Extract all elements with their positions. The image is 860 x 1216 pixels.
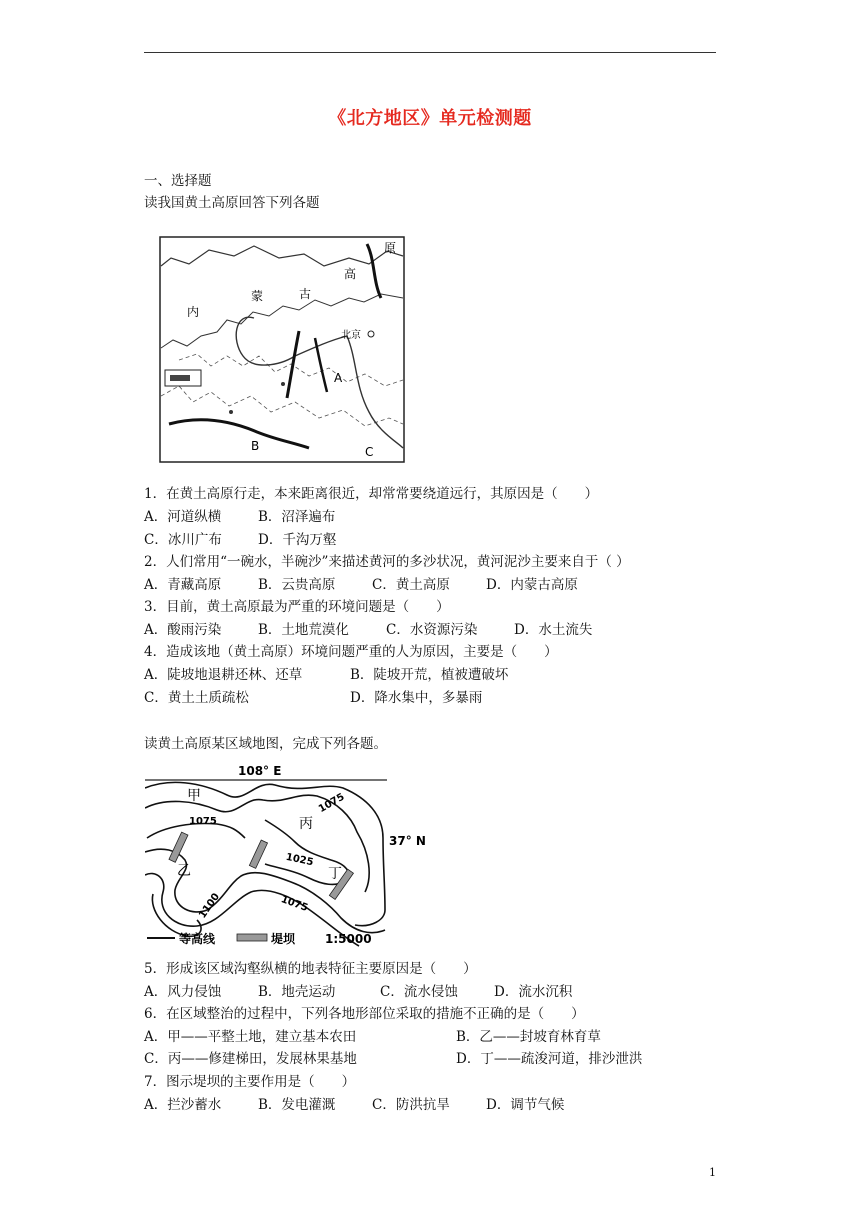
q2-stem: 2．人们常用“一碗水，半碗沙”来描述黄河的多沙状况，黄河泥沙主要来自于（ ） [144, 554, 630, 570]
section1-intro: 读我国黄土高原回答下列各题 [144, 195, 320, 211]
q6-option-c: C．丙——修建梯田，发展林果基地 [144, 1051, 357, 1067]
q3-stem: 3．目前，黄土高原最为严重的环境问题是（ ） [144, 599, 450, 615]
map2-label-ding: 丁 [328, 866, 342, 882]
map2-contour-1025: 1025 [284, 851, 315, 869]
q3-option-b: B．土地荒漠化 [258, 622, 349, 638]
q1-option-d: D．千沟万壑 [258, 532, 337, 548]
q3-option-c: C．水资源污染 [386, 622, 478, 638]
map2-contour-1075-south: 1075 [279, 894, 310, 914]
map1-label-gao: 高 [344, 267, 357, 281]
map1-label-gu: 古 [299, 287, 312, 301]
map2-latitude-label: 37° N [389, 834, 426, 848]
map2-contour-1100: 1100 [197, 891, 223, 921]
map2-label-yi: 乙 [177, 863, 191, 879]
q1-stem: 1．在黄土高原行走，本来距离很近，却常常要绕道远行，其原因是（ ） [144, 486, 599, 502]
legend-dam-label: 堤坝 [271, 932, 296, 946]
q5-stem: 5．形成该区域沟壑纵横的地表特征主要原因是（ ） [144, 961, 477, 977]
map2-scale-label: 1:5000 [325, 932, 372, 946]
q7-option-a: A．拦沙蓄水 [144, 1097, 222, 1113]
q4-option-b: B．陡坡开荒，植被遭破坏 [350, 667, 509, 683]
map2-label-bing: 丙 [299, 816, 313, 832]
q7-option-c: C．防洪抗旱 [372, 1097, 450, 1113]
map2-contour-1075-east: 1075 [316, 791, 347, 816]
header-rule [144, 52, 716, 53]
q1-option-a: A．河道纵横 [144, 509, 222, 525]
section-heading: 一、选择题 [144, 173, 212, 189]
q3-option-a: A．酸雨污染 [144, 622, 222, 638]
map1-label-beijing: 北京 [341, 330, 361, 341]
q6-option-d: D．丁——疏浚河道，排沙泄洪 [456, 1051, 643, 1067]
map1-label-c: C [365, 445, 374, 459]
map1-label-nei: 内 [187, 305, 200, 319]
contour-map [145, 760, 435, 950]
legend-contour-label: 等高线 [179, 932, 216, 946]
q6-option-a: A．甲——平整土地，建立基本农田 [144, 1029, 357, 1045]
q2-option-c: C．黄土高原 [372, 577, 450, 593]
q3-option-d: D．水土流失 [514, 622, 593, 638]
q5-option-d: D．流水沉积 [494, 984, 573, 1000]
q7-option-b: B．发电灌溉 [258, 1097, 336, 1113]
section2-intro: 读黄土高原某区域地图，完成下列各题。 [144, 736, 387, 752]
q4-option-d: D．降水集中，多暴雨 [350, 690, 483, 706]
map2-label-jia: 甲 [187, 788, 201, 804]
q1-option-c: C．冰川广布 [144, 532, 222, 548]
q4-option-c: C．黄土土质疏松 [144, 690, 249, 706]
map1-label-b: B [251, 439, 260, 453]
q5-option-c: C．流水侵蚀 [380, 984, 458, 1000]
map1-label-yuan: 原 [384, 241, 397, 255]
q2-option-b: B．云贵高原 [258, 577, 336, 593]
page-number: 1 [709, 1166, 716, 1179]
map2-longitude-label: 108° E [238, 764, 282, 778]
q7-stem: 7．图示堤坝的主要作用是（ ） [144, 1074, 356, 1090]
q7-option-d: D．调节气候 [486, 1097, 565, 1113]
q5-option-a: A．风力侵蚀 [144, 984, 222, 1000]
legend-dam-symbol [237, 934, 267, 941]
q4-stem: 4．造成该地（黄土高原）环境问题严重的人为原因，主要是（ ） [144, 644, 558, 660]
loess-plateau-map [159, 236, 405, 463]
map1-label-meng: 蒙 [251, 289, 264, 303]
q6-stem: 6．在区域整治的过程中，下列各地形部位采取的措施不正确的是（ ） [144, 1006, 585, 1022]
q2-option-a: A．青藏高原 [144, 577, 222, 593]
map2-contour-1075-west: 1075 [189, 816, 217, 827]
page-title: 《北方地区》单元检测题 [328, 108, 532, 129]
q6-option-b: B．乙——封坡育林育草 [456, 1029, 601, 1045]
q5-option-b: B．地壳运动 [258, 984, 336, 1000]
map1-label-a: A [334, 371, 343, 385]
q2-option-d: D．内蒙古高原 [486, 577, 578, 593]
q4-option-a: A．陡坡地退耕还林、还草 [144, 667, 303, 683]
q1-option-b: B．沼泽遍布 [258, 509, 336, 525]
